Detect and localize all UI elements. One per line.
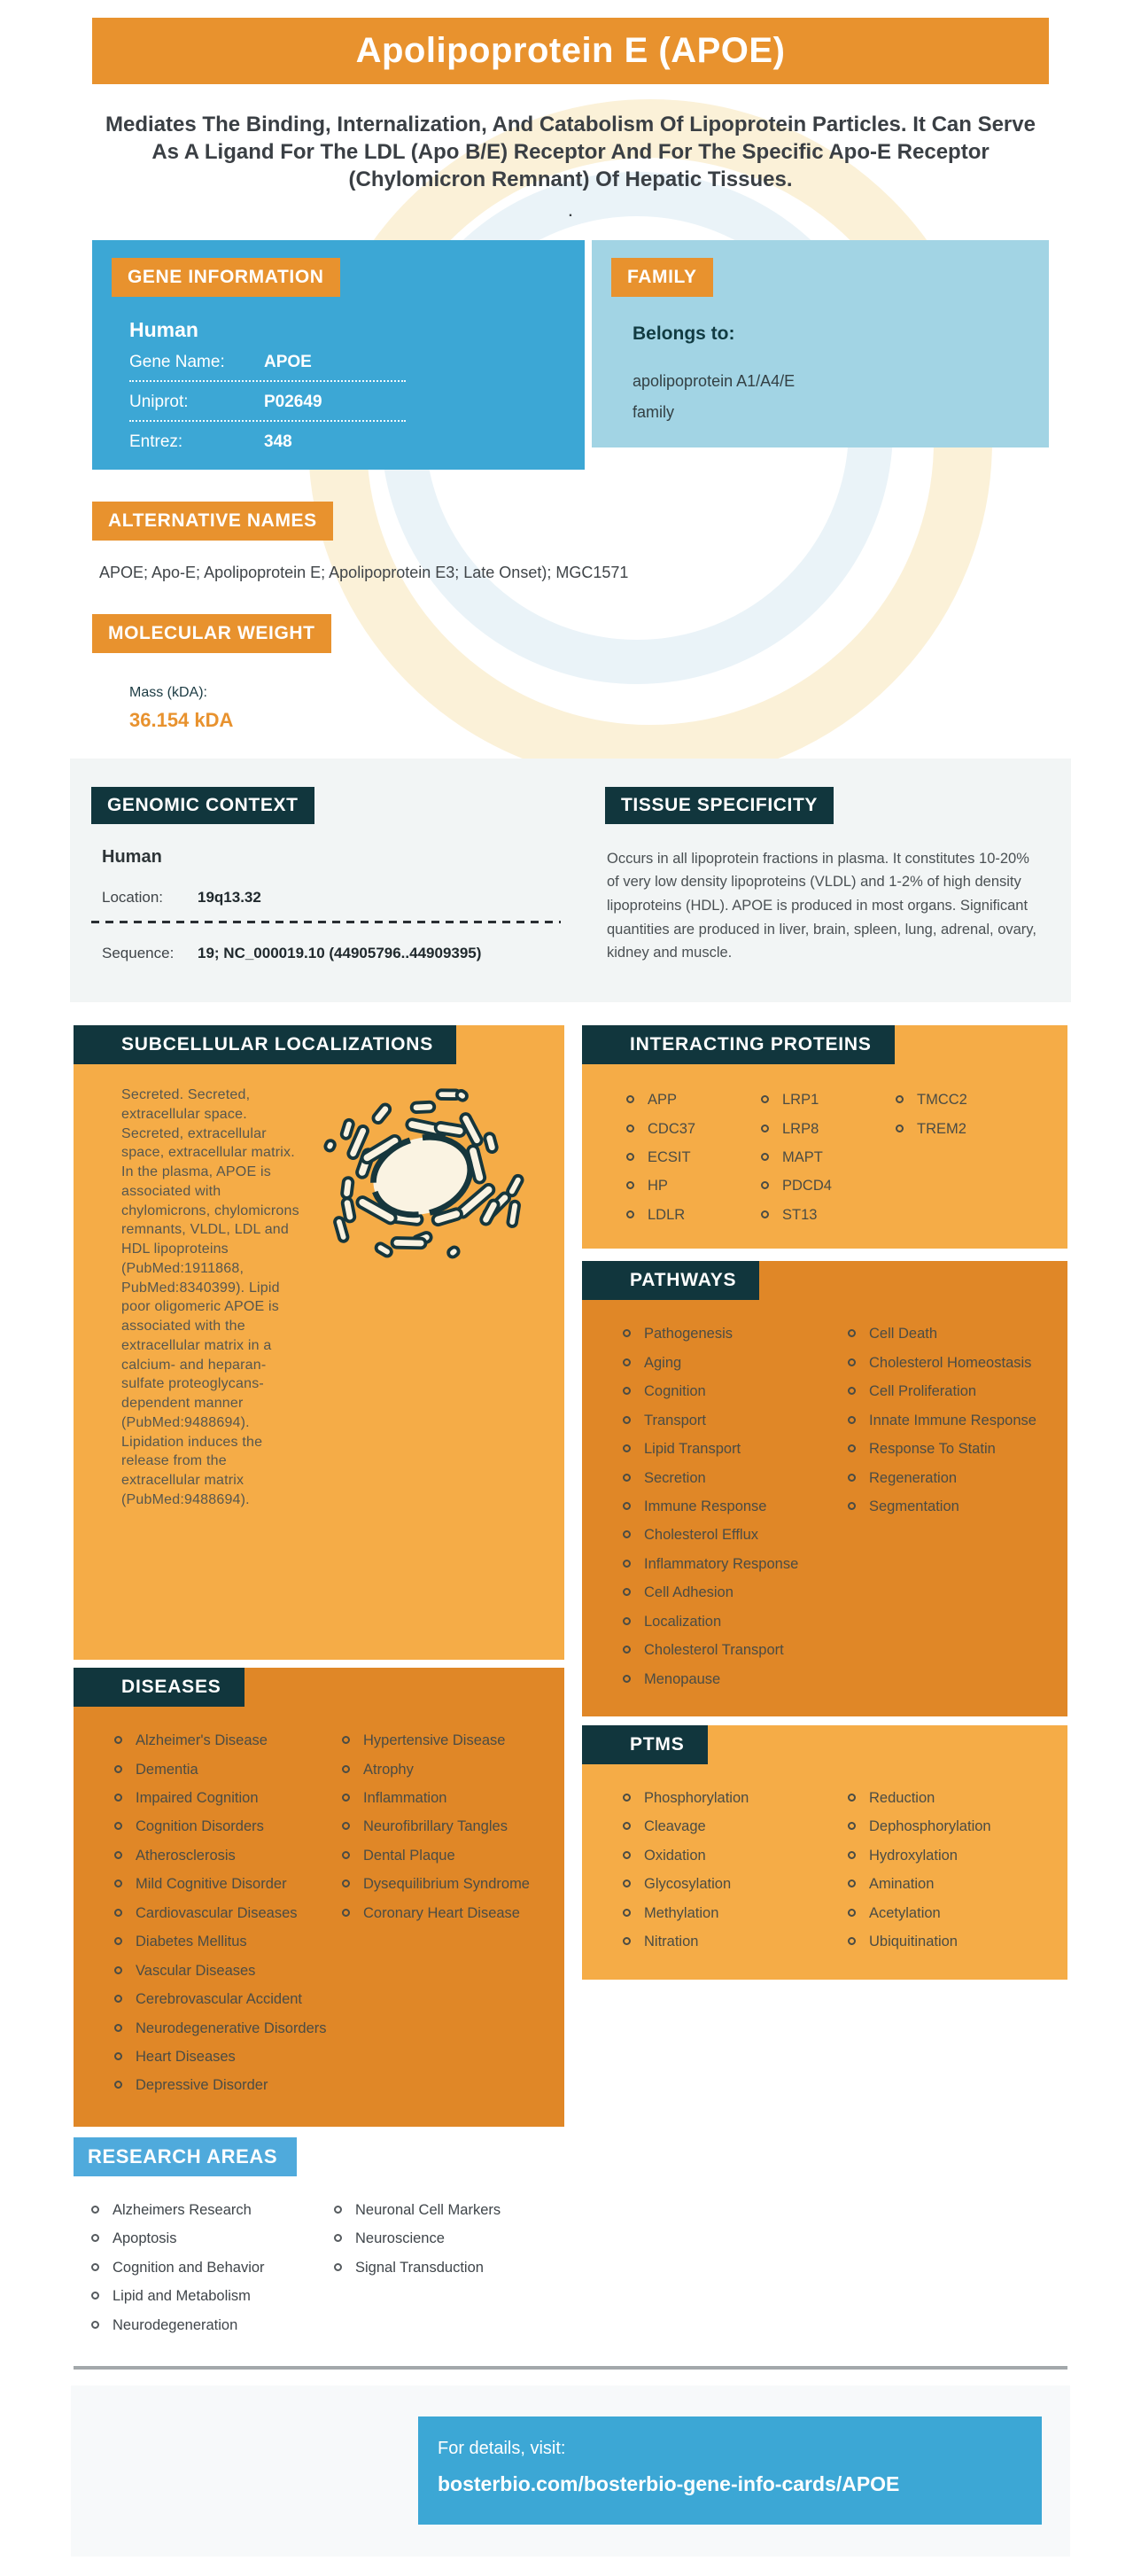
diseases-header: DISEASES <box>74 1668 244 1707</box>
list-item: Dysequilibrium Syndrome <box>337 1875 557 1894</box>
list-item: Lipid and Metabolism <box>86 2287 322 2306</box>
main-columns <box>74 1025 1067 2345</box>
subcellular-text: Secreted. Secreted, extracellular space. Secreted, extracellular space, extracellular matrix. In the plasma, APOE is associated with chylomicrons, chylomicrons remnants, VLDL, LDL and HDL lipoproteins (PubMed:1911868, PubMed:8340399). Lipid poor oligomeric APOE is associated with the extracellular matrix in a calcium- and heparan-sulfate proteoglycans-dependent manner (PubMed:9488694). Lipidation induces the release from the extracellular matrix (PubMed:9488694). <box>121 1087 299 1507</box>
list-item: Cholesterol Efflux <box>617 1526 835 1545</box>
interacting-proteins-col-2 <box>756 1091 890 1234</box>
list-item: Neurodegenerative Disorders <box>109 2020 330 2038</box>
pathways-lists <box>582 1300 1067 1699</box>
list-item: Cerebrovascular Accident <box>109 1990 330 2009</box>
mass-value: 36.154 kDA <box>129 708 234 731</box>
entrez-row <box>129 432 585 452</box>
list-item: Immune Response <box>617 1498 835 1516</box>
gene-name-label: Gene Name: <box>129 352 225 371</box>
list-item: Menopause <box>617 1670 835 1689</box>
list-item: Heart Diseases <box>109 2048 330 2066</box>
belongs-to-label: Belongs to: <box>633 323 735 344</box>
list-item: Segmentation <box>842 1498 1060 1516</box>
pathways-list-col-2 <box>842 1325 1060 1699</box>
family-value-line2: family <box>633 402 675 421</box>
species-label: Human <box>129 317 198 341</box>
interacting-proteins-header: INTERACTING PROTEINS <box>582 1025 895 1064</box>
list-item: Cognition and Behavior <box>86 2259 322 2277</box>
list-item: Glycosylation <box>617 1875 835 1894</box>
list-item: Cardiovascular Diseases <box>109 1904 330 1923</box>
research-areas-lists <box>74 2176 564 2345</box>
list-item: Inflammatory Response <box>617 1555 835 1574</box>
list-item: PDCD4 <box>756 1177 890 1195</box>
family-header: FAMILY <box>611 258 713 297</box>
list-item: CDC37 <box>621 1120 756 1139</box>
list-item: Neurofibrillary Tangles <box>337 1817 557 1836</box>
list-item: Acetylation <box>842 1904 1060 1923</box>
footer-divider <box>74 2366 1067 2370</box>
list-item: HP <box>621 1177 756 1195</box>
list-item: Cognition Disorders <box>109 1817 330 1836</box>
genomic-context-column <box>91 787 566 966</box>
list-item: Cleavage <box>617 1817 835 1836</box>
family-panel <box>592 240 1049 447</box>
molecular-weight-header: MOLECULAR WEIGHT <box>92 614 331 653</box>
footer <box>71 2385 1070 2557</box>
list-item: Phosphorylation <box>617 1789 835 1808</box>
list-item: Cell Death <box>842 1325 1060 1343</box>
diseases-list-col-2 <box>337 1732 557 2105</box>
ptms-lists <box>582 1764 1067 1962</box>
gene-name-row <box>129 353 585 372</box>
pathways-header: PATHWAYS <box>582 1261 759 1300</box>
subcellular-body <box>74 1064 564 1510</box>
location-row <box>102 889 566 907</box>
diseases-lists <box>74 1707 564 2105</box>
list-item: Alzheimer's Disease <box>109 1732 330 1750</box>
list-item: Response To Statin <box>842 1440 1060 1459</box>
list-item: Oxidation <box>617 1847 835 1865</box>
list-item: Depressive Disorder <box>109 2076 330 2095</box>
pathways-list-col-1 <box>617 1325 835 1699</box>
list-item: Atherosclerosis <box>109 1847 330 1865</box>
list-item: Hypertensive Disease <box>337 1732 557 1750</box>
list-item: Pathogenesis <box>617 1325 835 1343</box>
family-value <box>633 366 1049 428</box>
genomic-species-label: Human <box>102 846 162 867</box>
genomic-context-header: GENOMIC CONTEXT <box>91 787 314 824</box>
dashed-divider <box>91 921 561 923</box>
gene-summary: Mediates The Binding, Internalization, And Catabolism Of Lipoprotein Particles. It Can Serve As A Ligand For The LDL (Apo B/E) Receptor And For The Specific Apo-E Receptor (Chylomicron Remnant) Of Hepatic Tissues. <box>105 113 1036 192</box>
list-item: Methylation <box>617 1904 835 1923</box>
tissue-specificity-column <box>605 787 1050 966</box>
sequence-row <box>102 945 566 962</box>
list-item: Lipid Transport <box>617 1440 835 1459</box>
list-item: Transport <box>617 1412 835 1430</box>
list-item: Aging <box>617 1354 835 1373</box>
family-value-line1: apolipoprotein A1/A4/E <box>633 371 796 390</box>
ptms-list-col-1 <box>617 1789 835 1962</box>
left-column <box>74 1025 564 2345</box>
list-item: Amination <box>842 1875 1060 1894</box>
list-item: TMCC2 <box>890 1091 1060 1109</box>
pathways-panel <box>582 1261 1067 1716</box>
list-item: Cell Adhesion <box>617 1584 835 1602</box>
dotted-divider <box>129 380 406 382</box>
uniprot-value: P02649 <box>264 392 322 411</box>
visit-label: For details, visit: <box>438 2439 566 2459</box>
interacting-proteins-lists <box>582 1064 1067 1234</box>
interacting-proteins-col-1 <box>621 1091 756 1234</box>
list-item: Apoptosis <box>86 2230 322 2248</box>
list-item: Alzheimers Research <box>86 2201 322 2220</box>
location-label: Location: <box>102 888 163 906</box>
interacting-proteins-panel <box>582 1025 1067 1249</box>
list-item: Atrophy <box>337 1761 557 1779</box>
gene-name-value: APOE <box>264 352 312 371</box>
list-item: ST13 <box>756 1206 890 1225</box>
alternative-names-header: ALTERNATIVE NAMES <box>92 502 333 541</box>
genomic-tissue-section <box>70 759 1071 1003</box>
list-item: LRP1 <box>756 1091 890 1109</box>
sequence-label: Sequence: <box>102 944 175 961</box>
research-areas-list-col-2 <box>329 2201 564 2345</box>
list-item: Mild Cognitive Disorder <box>109 1875 330 1894</box>
alternative-names-text: APOE; Apo-E; Apolipoprotein E; Apolipoprotein E3; Late Onset); MGC1571 <box>99 563 629 581</box>
list-item: Neurodegeneration <box>86 2316 322 2335</box>
dotted-divider <box>129 420 406 422</box>
list-item: Signal Transduction <box>329 2259 564 2277</box>
list-item: Diabetes Mellitus <box>109 1933 330 1951</box>
research-areas-header: RESEARCH AREAS <box>74 2137 297 2176</box>
list-item: Nitration <box>617 1933 835 1951</box>
list-item: APP <box>621 1091 756 1109</box>
list-item: Dementia <box>109 1761 330 1779</box>
list-item: LDLR <box>621 1206 756 1225</box>
uniprot-label: Uniprot: <box>129 392 189 411</box>
right-column <box>582 1025 1067 1980</box>
list-item: Impaired Cognition <box>109 1789 330 1808</box>
ptms-header: PTMS <box>582 1725 708 1764</box>
title-banner <box>92 18 1049 84</box>
list-item: Cognition <box>617 1382 835 1401</box>
list-item: Coronary Heart Disease <box>337 1904 557 1923</box>
list-item: Dephosphorylation <box>842 1817 1060 1836</box>
list-item: Regeneration <box>842 1469 1060 1488</box>
list-item: MAPT <box>756 1148 890 1167</box>
sequence-value: 19; NC_000019.10 (44905796..44909395) <box>198 944 482 961</box>
interacting-proteins-col-3 <box>890 1091 1060 1234</box>
tissue-specificity-header: TISSUE SPECIFICITY <box>605 787 834 824</box>
list-item: Localization <box>617 1613 835 1631</box>
list-item: Secretion <box>617 1469 835 1488</box>
list-item: Cholesterol Homeostasis <box>842 1354 1060 1373</box>
research-areas-section <box>74 2137 564 2345</box>
ptms-list-col-2 <box>842 1789 1060 1962</box>
list-item: Dental Plaque <box>337 1847 557 1865</box>
list-item: LRP8 <box>756 1120 890 1139</box>
page-title: Apolipoprotein E (APOE) <box>355 31 786 70</box>
details-url[interactable]: bosterbio.com/bosterbio-gene-info-cards/APOE <box>438 2472 900 2496</box>
diseases-panel <box>74 1668 564 2127</box>
research-areas-list-col-1 <box>86 2201 322 2345</box>
gene-information-header: GENE INFORMATION <box>112 258 340 297</box>
list-item: TREM2 <box>890 1120 1060 1139</box>
list-item: Reduction <box>842 1789 1060 1808</box>
location-value: 19q13.32 <box>198 888 261 906</box>
entrez-value: 348 <box>264 432 292 451</box>
list-item: Cell Proliferation <box>842 1382 1060 1401</box>
list-item: Ubiquitination <box>842 1933 1060 1951</box>
list-item: Hydroxylation <box>842 1847 1060 1865</box>
list-item: Neuroscience <box>329 2230 564 2248</box>
details-link-box[interactable] <box>418 2416 1042 2525</box>
list-item: Vascular Diseases <box>109 1962 330 1981</box>
ptms-panel <box>582 1725 1067 1980</box>
list-item: Neuronal Cell Markers <box>329 2201 564 2220</box>
diseases-list-col-1 <box>109 1732 330 2105</box>
gene-information-panel <box>92 240 585 470</box>
uniprot-row <box>129 393 585 412</box>
list-item: ECSIT <box>621 1148 756 1167</box>
entrez-label: Entrez: <box>129 432 183 451</box>
mass-label: Mass (kDA): <box>129 684 207 700</box>
tissue-specificity-text: Occurs in all lipoprotein fractions in plasma. It constitutes 10-20% of very low density lipoproteins (VLDL) and 1-2% of high density lipoproteins (HDL). APOE is produced in most organs. Significant quantities are produced in liver, brain, spleen, lung, adrenal, ovary, kidney and muscle. <box>607 850 1036 961</box>
organelle-illustration <box>313 1082 536 1273</box>
separator-dot: . <box>568 204 573 220</box>
list-item: Innate Immune Response <box>842 1412 1060 1430</box>
subcellular-localizations-panel <box>74 1025 564 1660</box>
top-info-row <box>92 240 1049 470</box>
subcellular-localizations-header: SUBCELLULAR LOCALIZATIONS <box>74 1025 456 1064</box>
list-item: Cholesterol Transport <box>617 1641 835 1660</box>
list-item: Inflammation <box>337 1789 557 1808</box>
